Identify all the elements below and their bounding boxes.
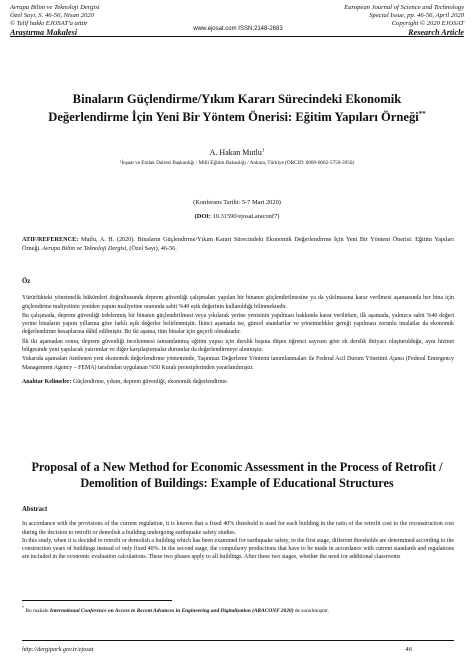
abstract-paragraph: Bu çalışmada, deprem güvenliği irdelenmiş bir binanın güçlendirilmesi veya yıkılarak yerine yenisinin yapılması hakkında karar verilirken, ilk aşamada, yalnızca sabit %40 değeri yerine binaların yapım yıllarına göre farklı eşik değerler belirlenmiştir. İkinci aşamada ise, güncel standartlar ve yönetmelikler gereği yapılması zorunlu imalatlar da ekonomik değerlendirme hesaplarına dâhil edilmiştir. Bu iki aşama, tüm binalar için geçerli olmaktadır. <box>22 312 454 336</box>
article-type-en: Research Article <box>408 28 464 37</box>
footnote-conference: International Conference on Access to Recent Advances in Engineering and Digitalization (ARACONF 2020) <box>48 607 294 614</box>
publication-info <box>0 196 474 224</box>
page-number: 46 <box>405 646 412 653</box>
abstract-paragraph: In this study, when it is decided to retrofit or demolish a building which has been examined for earthquake safety, in the first stage, different thresholds are determined according to the construction years of buildings instead of only fixed 40%. In the second stage, the compulsory productions that have to be made in accordance with current standards and regulations are included in the economic evaluation calculations. These two phases apply to all buildings. After these two stages, whether the need for additional classrooms <box>22 537 454 561</box>
paper-title-tr <box>40 92 434 125</box>
conference-date: (Konferans Tarihi: 5-7 Mart 2020) <box>193 199 281 206</box>
abstract-heading-en: Abstract <box>22 506 48 513</box>
author-mark: 1 <box>261 148 265 154</box>
keywords-tr <box>22 378 454 386</box>
author-affiliation: ¹İnşaat ve Emlak Dairesi Başkanlığı / Milli Eğitim Bakanlığı / Ankara, Türkiye (ORCID: 0000-0002-5750-3950) <box>119 160 355 166</box>
journal-website-issn: www.ejosat.com ISSN:2148-2683 <box>193 26 283 32</box>
footer-divider <box>22 640 454 641</box>
footnote-pre: Bu makale <box>24 607 49 614</box>
abstract-paragraph: In accordance with the provisions of the current regulation, it is known that a fixed 40% threshold is used for each building in the ratio of the retrofit cost to the reconstruction cost during the decision to retrofit or demolish a building undergoing earthquake safety studies. <box>22 521 454 536</box>
journal-url-link[interactable]: http://dergipark.gov.tr/ejosat <box>22 646 94 653</box>
footnote-mark: * <box>22 605 24 610</box>
author-text: A. Hakan Mutlu <box>209 148 262 157</box>
header-divider <box>10 36 464 37</box>
abstract-turkish <box>22 278 454 386</box>
header-line: Avrupa Bilim ve Teknoloji Dergisi <box>10 4 100 11</box>
header-line: Copyright © 2020 EJOSAT <box>391 20 464 27</box>
abstract-english <box>22 506 454 562</box>
abstract-heading-tr: Öz <box>22 278 31 285</box>
header-line: Special Issue, pp. 46-56, April 2020 <box>369 12 464 19</box>
header-line: © Telif hakkı EJOSAT'a aittir <box>10 20 88 27</box>
doi <box>0 210 474 224</box>
journal-header-en <box>274 4 464 38</box>
citation-block <box>22 236 454 253</box>
article-type-tr: Araştırma Makalesi <box>10 28 78 37</box>
paper-title-en: Proposal of a New Method for Economic Assessment in the Process of Retrofit / Demolition of Buildings: Example of Educational Structures <box>31 460 443 490</box>
doi-link[interactable]: 10.31590/ejosat.araconf7) <box>211 213 280 220</box>
footnote-post: de sunulmuştur. <box>293 607 330 614</box>
doi-label: (DOI: <box>194 213 211 220</box>
citation-tail: , (Özel Sayı), 46-56. <box>126 244 177 252</box>
citation-journal: Avrupa Bilim ve Teknoloji Dergisi <box>40 244 127 252</box>
abstract-paragraph: Yukarıda aşamaları özetlenen yeni ekonomik değerlendirme yönteminde, Taşınmaz Değerleme Yöntemi tanımlanmaları ile Federal Acil Durum Yönetimi Ajansı (Federal Emergency Management Agency – FEMA) tarafından uygulanan %50 Kuralı prensiplerinden yararlanılmıştır. <box>22 356 454 371</box>
title-footnote-mark: ** <box>418 110 426 118</box>
title-text: Binaların Güçlendirme/Yıkım Kararı Sürecindeki Ekonomik Değerlendirme İçin Yeni Bir Yöntem Önerisi: Eğitim Yapıları Örneği <box>48 92 419 125</box>
abstract-paragraph: İlk iki aşamadan sonra, deprem güvenliği incelenmesi tamamlanmış eğitim yapısı için derslik başına düşen öğrenci sayısını göre ek derslik ihtiyacı oluşturulduğu, aynı hizmet bölgesinde yeni yapılacak yatırımlar ve diğer karşılaştırmalar durumlar da değerlendirmeye alınmıştır. <box>22 338 454 354</box>
author-name <box>0 148 474 157</box>
keywords-label: Anahtar Kelimeler: <box>22 378 72 385</box>
keywords-text: Güçlendirme, yıkım, deprem güvenliği, ekonomik değerlendirme. <box>71 378 229 385</box>
citation-text: Mutlu, A. H. (2020). Binaların Güçlendirme/Yıkım Kararı Sürecindeki Ekonomik Değerlendirme İçin Yeni Bir Yöntem Önerisi: Eğitim Yapıları Örneği. <box>22 236 454 252</box>
journal-header-tr <box>10 4 180 38</box>
header-line: European Journal of Science and Technology <box>344 4 464 11</box>
header-line: Özel Sayı, S. 46-56, Nisan 2020 <box>10 12 94 19</box>
footnote <box>22 605 454 614</box>
footnote-divider <box>22 600 172 601</box>
citation-label: ATIF/REFERENCE: <box>22 236 79 243</box>
abstract-paragraph: Yürürlükteki yönetmelik hükümleri doğrultusunda deprem güvenliği çalışmaları yapılan bir binanın güçlendirilmesine ya da yıkılmasına karar verilmesi aşamasında her bina için güçlendirme maliyetinin yeniden yapım maliyetine oranında sabit %40 eşik değerinin kullanıldığı bilinmektedir. <box>22 295 454 310</box>
